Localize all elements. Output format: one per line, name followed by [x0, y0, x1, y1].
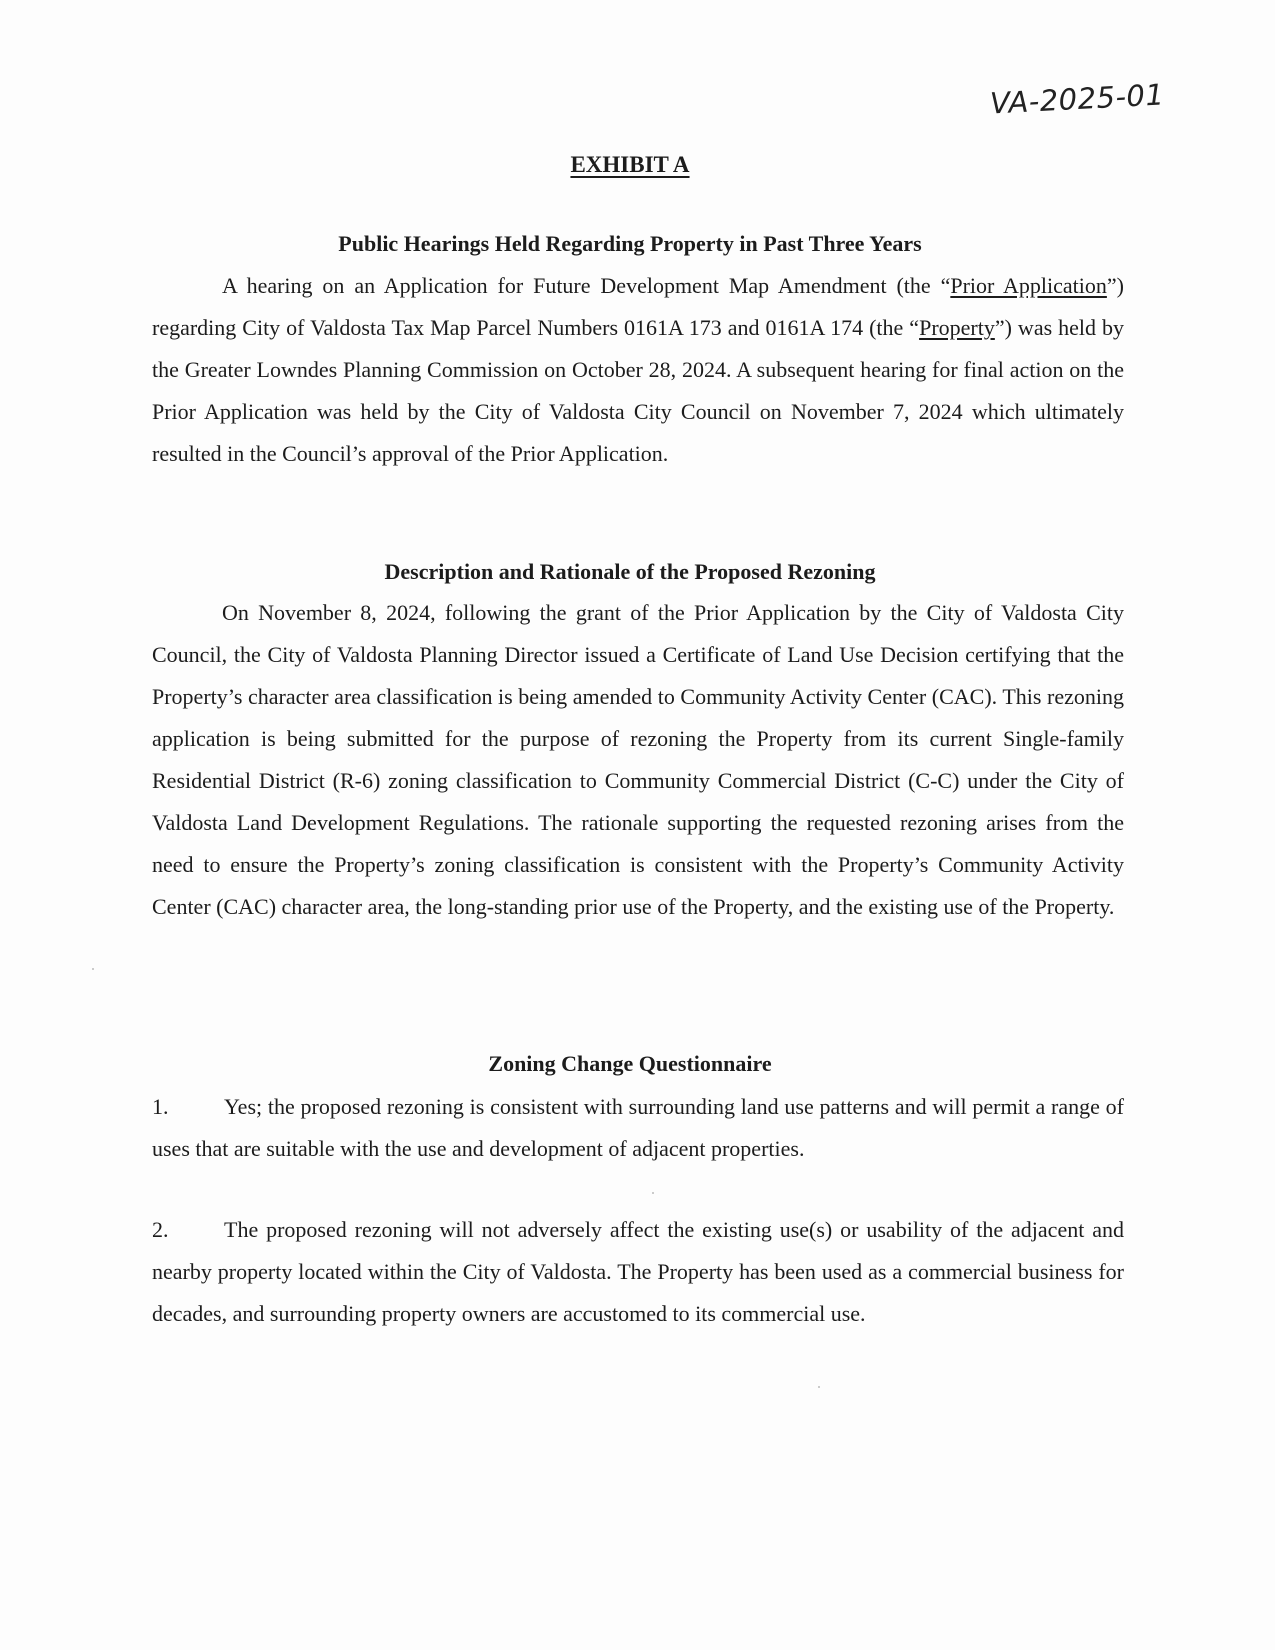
- exhibit-title: EXHIBIT A: [570, 152, 690, 177]
- paragraph-text: ”) regarding City of Valdosta Tax Map Parcel Numbers 0161A 173 and 0161A 174 (the “: [152, 273, 1124, 340]
- scan-speck: [92, 968, 94, 970]
- section-heading-public-hearings: Public Hearings Held Regarding Property in Past Three Years: [338, 231, 922, 256]
- section-heading-questionnaire: Zoning Change Questionnaire: [488, 1051, 772, 1076]
- item-text: The proposed rezoning will not adversely affect the existing use(s) or usability of the adjacent and nearby property located within the City of Valdosta. The Property has been used as a commercial business for decades, and surrounding property owners are accustomed to its commercial use.: [152, 1217, 1124, 1326]
- scan-speck: [652, 1192, 654, 1194]
- item-text: Yes; the proposed rezoning is consistent with surrounding land use patterns and will permit a range of uses that are suitable with the use and development of adjacent properties.: [152, 1094, 1124, 1161]
- paragraph-public-hearings: [152, 265, 1124, 475]
- scan-speck: [818, 1386, 820, 1388]
- questionnaire-item: [152, 1086, 1124, 1170]
- paragraph-text: A hearing on an Application for Future Development Map Amendment (the “: [222, 273, 951, 298]
- defined-term-prior-application: Prior Application: [950, 273, 1107, 298]
- defined-term-property: Property: [919, 315, 995, 340]
- section-heading-rationale: Description and Rationale of the Proposed Rezoning: [384, 559, 876, 584]
- paragraph-text: ”) was held by the Greater Lowndes Planning Commission on October 28, 2024. A subsequent hearing for final action on the Prior Application was held by the City of Valdosta City Council on November 7, 2024 which ultimately resulted in the Council’s approval of the Prior Application.: [152, 315, 1125, 466]
- questionnaire-item: [152, 1209, 1124, 1335]
- handwritten-case-number: VA-2025-01: [989, 77, 1166, 121]
- item-number: 1.: [152, 1094, 169, 1119]
- item-number: 2.: [152, 1217, 169, 1242]
- paragraph-rationale: On November 8, 2024, following the grant of the Prior Application by the City of Valdosta City Council, the City of Valdosta Planning Director issued a Certificate of Land Use Decision certifying that the Property’s character area classification is being amended to Community Activity Center (CAC). This rezoning application is being submitted for the purpose of rezoning the Property from its current Single-family Residential District (R-6) zoning classification to Community Commercial District (C-C) under the City of Valdosta Land Development Regulations. The rationale supporting the requested rezoning arises from the need to ensure the Property’s zoning classification is consistent with the Property’s Community Activity Center (CAC) character area, the long-standing prior use of the Property, and the existing use of the Property.: [152, 600, 1124, 919]
